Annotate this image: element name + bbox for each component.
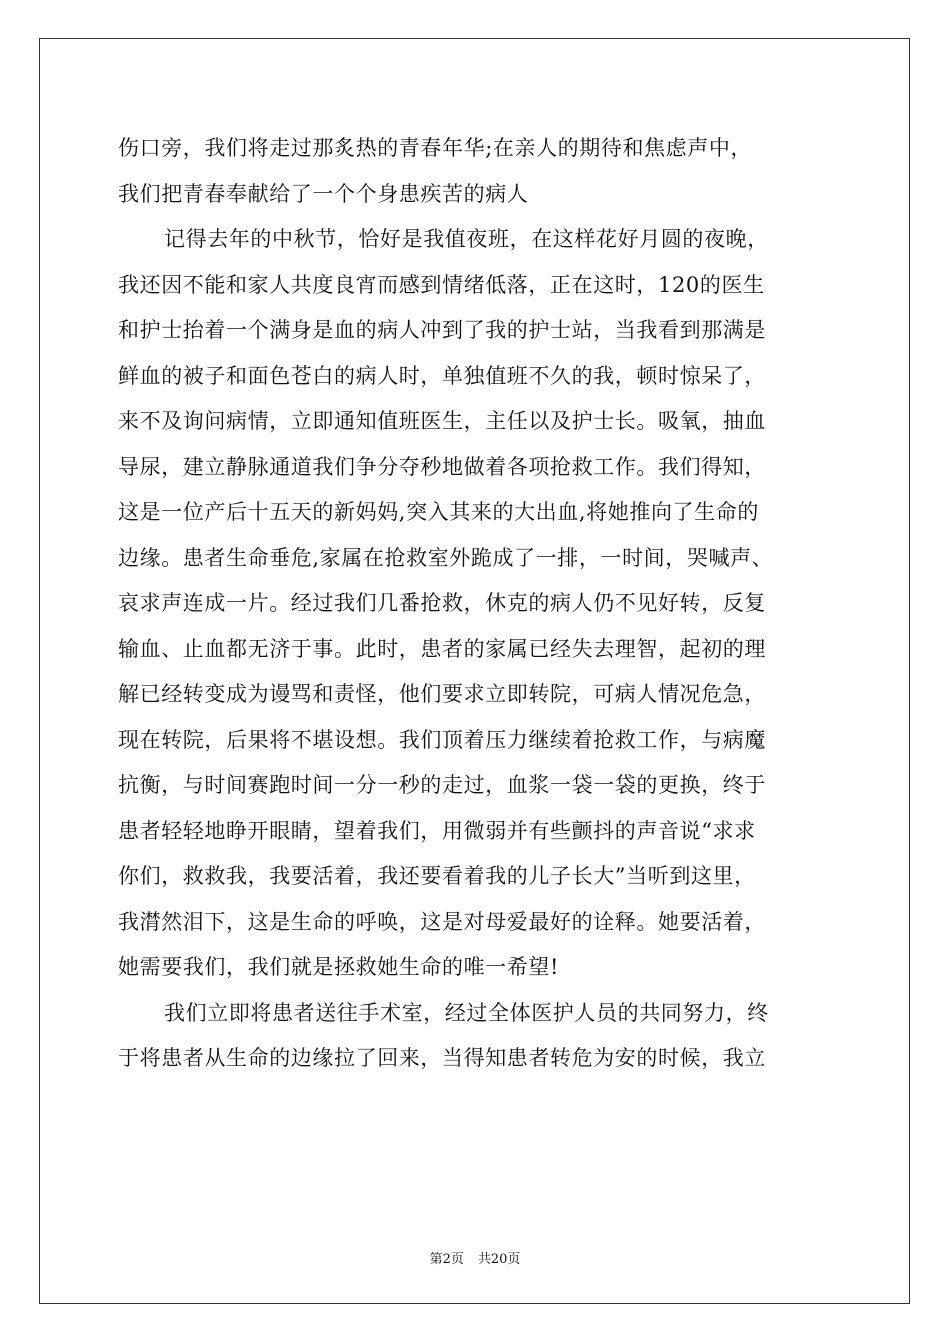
text-line: 记得去年的中秋节，恰好是我值夜班，在这样花好月圆的夜晚，	[164, 227, 769, 251]
text-line: 她需要我们，我们就是拯救她生命的唯一希望!	[118, 955, 560, 979]
text-line: 你们，救救我，我要活着，我还要看着我的儿子长大”当听到这里，	[118, 864, 756, 888]
text-line: 和护士抬着一个满身是血的病人冲到了我的护士站，当我看到那满是	[118, 318, 766, 342]
text-line: 输血、止血都无济于事。此时，患者的家属已经失去理智，起初的理	[118, 636, 766, 661]
text-line: 我们把青春奉献给了一个个身患疾苦的病人	[118, 181, 529, 206]
text-line: 导尿，建立静脉通道我们争分夺秒地做着各项抢救工作。我们得知，	[118, 454, 766, 479]
document-body	[118, 126, 838, 1082]
text-line: 鲜血的被子和面色苍白的病人时，单独值班不久的我，顿时惊呆了，	[118, 363, 766, 388]
text-line: 于将患者从生命的边缘拉了回来，当得知患者转危为安的时候，我立	[118, 1046, 766, 1070]
text-line: 我潸然泪下，这是生命的呼唤，这是对母爱最好的诠释。她要活着，	[118, 909, 766, 934]
text-line: 边缘。患者生命垂危,家属在抢救室外跪成了一排，一时间，哭喊声、	[118, 545, 774, 570]
text-line: 这是一位产后十五天的新妈妈,突入其来的大出血,将她推向了生命的	[118, 500, 759, 524]
page-total: 共20页	[477, 1252, 521, 1267]
text-line: 我还因不能和家人共度良宵而感到情绪低落，正在这时，120的医生	[118, 272, 765, 297]
text-line: 现在转院，后果将不堪设想。我们顶着压力继续着抢救工作，与病魔	[118, 727, 766, 752]
text-line: 解已经转变成为谩骂和责怪，他们要求立即转院，可病人情况危急，	[118, 682, 766, 706]
text-line: 来不及询问病情，立即通知值班医生，主任以及护士长。吸氧，抽血	[118, 409, 766, 433]
page-number: 第2页	[429, 1252, 464, 1267]
text-line: 哀求声连成一片。经过我们几番抢救，休克的病人仍不见好转，反复	[118, 591, 766, 615]
text-line: 伤口旁，我们将走过那炙热的青春年华;在亲人的期待和焦虑声中，	[118, 136, 753, 160]
text-line: 抗衡，与时间赛跑时间一分一秒的走过，血浆一袋一袋的更换，终于	[118, 773, 766, 797]
text-line: 我们立即将患者送往手术室，经过全体医护人员的共同努力，终	[164, 1000, 769, 1025]
page-footer	[0, 1248, 950, 1267]
text-line: 患者轻轻地睁开眼睛，望着我们，用微弱并有些颤抖的声音说“求求	[118, 818, 756, 843]
